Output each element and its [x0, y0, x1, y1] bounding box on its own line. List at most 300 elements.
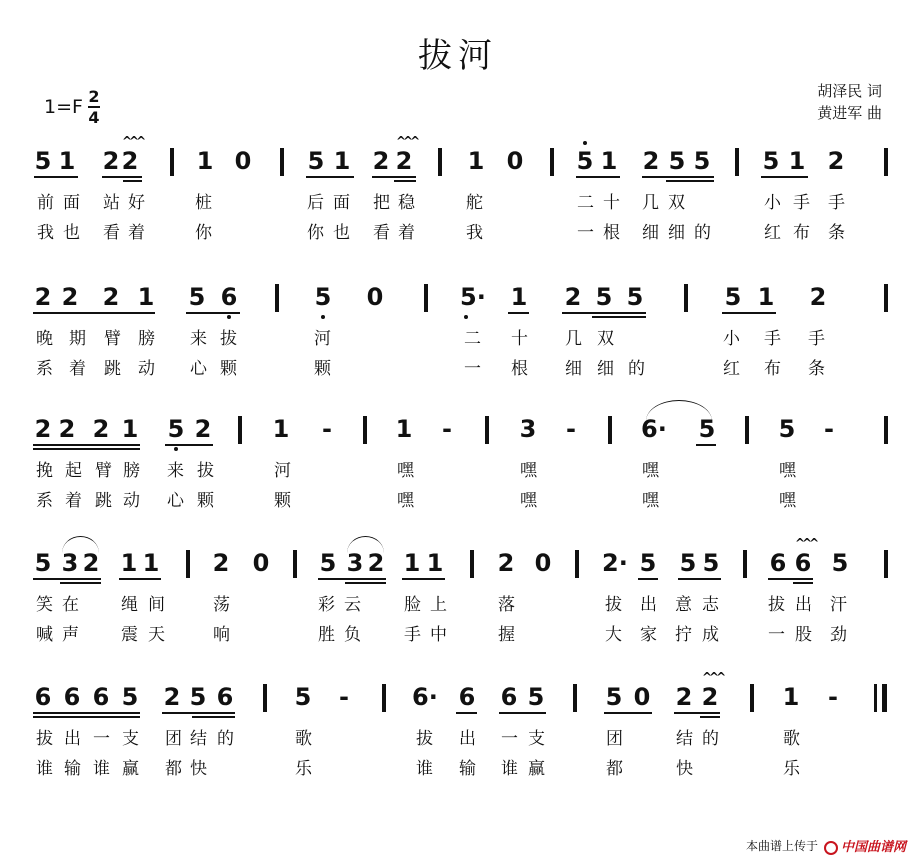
lyric-char: 看: [373, 223, 390, 243]
note: 6: [220, 283, 238, 311]
note: 5: [527, 683, 545, 711]
lyric-char: 输: [64, 759, 81, 779]
note: 1: [757, 283, 775, 311]
trill-mark: ^^^: [702, 670, 724, 684]
lyric-char: 劲: [830, 625, 847, 645]
bar-line: [382, 684, 386, 712]
lyric-char: 的: [217, 729, 234, 749]
underline-beam: [119, 578, 161, 580]
note: 1: [120, 549, 138, 577]
lyric-char: 手: [793, 193, 810, 213]
lyric-char: 拔: [220, 329, 237, 349]
lyric-char: 我: [37, 223, 54, 243]
bar-line: [470, 550, 474, 578]
lyric-char: 桩: [195, 193, 212, 213]
lyric-char: 都: [165, 759, 182, 779]
note: 1: [58, 147, 76, 175]
note: 2: [92, 415, 110, 443]
lyric-char: 根: [603, 223, 620, 243]
note: 6·: [412, 683, 438, 711]
lyric-char: 天: [148, 625, 165, 645]
lyric-char: 支: [122, 729, 139, 749]
underline-beam: [102, 176, 142, 178]
lyric-char: 也: [63, 223, 80, 243]
lyric-char: 嘿: [779, 461, 796, 481]
lyric-char: 臂: [104, 329, 121, 349]
bar-line: [745, 416, 749, 444]
lyric-char: 谁: [36, 759, 53, 779]
lyric-char: 前: [37, 193, 54, 213]
lyric-char: 条: [828, 223, 845, 243]
note: 2: [61, 283, 79, 311]
bar-line: [573, 684, 577, 712]
bar-line: [750, 684, 754, 712]
underline-beam: [604, 712, 652, 714]
note: 2: [121, 147, 139, 175]
lyricist-credit: 胡泽民 词: [817, 82, 882, 100]
lyric-char: 一: [577, 223, 594, 243]
time-denominator: 4: [88, 108, 100, 127]
note: 1: [272, 415, 290, 443]
note: 2: [194, 415, 212, 443]
note: 6: [34, 683, 52, 711]
lyric-char: 细: [565, 359, 582, 379]
lyric-char: 双: [597, 329, 614, 349]
lyric-char: 着: [398, 223, 415, 243]
note: 1: [426, 549, 444, 577]
underline-beam: [162, 712, 235, 714]
lyric-char: 股: [795, 625, 812, 645]
note: 5: [626, 283, 644, 311]
underline-beam: [372, 176, 416, 178]
lyric-char: 团: [165, 729, 182, 749]
lyric-char: 志: [702, 595, 719, 615]
octave-dot-below: [464, 315, 468, 319]
bar-line: [238, 416, 242, 444]
bar-line: [884, 416, 888, 444]
lyric-char: 结: [676, 729, 693, 749]
note: 5: [724, 283, 742, 311]
lyric-char: 拔: [197, 461, 214, 481]
bar-line: [743, 550, 747, 578]
lyric-char: 二: [577, 193, 594, 213]
lyric-char: 挽: [36, 461, 53, 481]
lyric-char: 喊: [36, 625, 53, 645]
extension-dash: -: [828, 683, 838, 711]
underline-beam: [508, 312, 529, 314]
composer-credit: 黄进军 曲: [817, 104, 882, 122]
lyric-char: 细: [668, 223, 685, 243]
lyric-char: 震: [121, 625, 138, 645]
underline-beam: [456, 712, 477, 714]
underline-beam: [592, 316, 646, 318]
lyric-char: 谁: [501, 759, 518, 779]
lyric-char: 大: [605, 625, 622, 645]
lyric-char: 间: [148, 595, 165, 615]
lyric-char: 小: [723, 329, 740, 349]
note: 5: [668, 147, 686, 175]
lyric-char: 颗: [274, 491, 291, 511]
note: 2: [564, 283, 582, 311]
bar-line: [575, 550, 579, 578]
underline-beam: [394, 180, 416, 182]
lyric-char: 嘿: [779, 491, 796, 511]
note: 2: [395, 147, 413, 175]
lyric-char: 面: [63, 193, 80, 213]
lyric-char: 河: [274, 461, 291, 481]
underline-beam: [562, 312, 646, 314]
lyric-char: 面: [333, 193, 350, 213]
lyric-char: 晚: [36, 329, 53, 349]
extension-dash: -: [442, 415, 452, 443]
note: 2: [102, 283, 120, 311]
lyric-char: 十: [603, 193, 620, 213]
lyric-char: 心: [167, 491, 184, 511]
note: 2: [497, 549, 515, 577]
note: 1: [403, 549, 421, 577]
lyric-char: 谁: [93, 759, 110, 779]
lyric-char: 在: [62, 595, 79, 615]
note: 5: [639, 549, 657, 577]
note: 1: [510, 283, 528, 311]
lyric-char: 手: [808, 329, 825, 349]
lyric-char: 都: [606, 759, 623, 779]
lyric-char: 结: [190, 729, 207, 749]
lyric-char: 乐: [295, 759, 312, 779]
underline-beam: [696, 444, 716, 446]
underline-beam: [60, 582, 101, 584]
extension-dash: -: [824, 415, 834, 443]
bar-line: [884, 284, 888, 312]
lyric-char: 一: [464, 359, 481, 379]
notes-line: [0, 134, 916, 182]
lyric-char: 几: [565, 329, 582, 349]
trill-mark: ^^^: [795, 536, 817, 550]
lyric-char: 几: [642, 193, 659, 213]
bar-line: [684, 284, 688, 312]
lyric-char: 着: [69, 359, 86, 379]
logo-mark-icon: [824, 841, 838, 855]
final-bar-line: [882, 684, 887, 712]
bar-line: [363, 416, 367, 444]
lyric-char: 出: [459, 729, 476, 749]
trill-mark: ^^^: [396, 134, 418, 148]
underline-beam: [33, 448, 140, 450]
lyric-char: 嘿: [642, 491, 659, 511]
lyric-char: 后: [307, 193, 324, 213]
lyric-char: 舵: [466, 193, 483, 213]
lyric-char: 拧: [675, 625, 692, 645]
note: 1: [333, 147, 351, 175]
lyric-char: 荡: [213, 595, 230, 615]
note: 2: [34, 415, 52, 443]
underline-beam: [768, 578, 813, 580]
underline-beam: [345, 582, 386, 584]
note: 1: [395, 415, 413, 443]
lyric-char: 嘿: [397, 491, 414, 511]
lyric-char: 出: [640, 595, 657, 615]
lyric-char: 稳: [398, 193, 415, 213]
lyric-char: 动: [138, 359, 155, 379]
lyric-char: 膀: [123, 461, 140, 481]
note: 2: [163, 683, 181, 711]
note: 0: [234, 147, 252, 175]
lyric-char: 快: [190, 759, 207, 779]
note: 0: [506, 147, 524, 175]
note: 5: [831, 549, 849, 577]
note: 5: [34, 549, 52, 577]
lyric-char: 拔: [416, 729, 433, 749]
note: 5: [679, 549, 697, 577]
lyric-char: 跳: [104, 359, 121, 379]
note: 2: [372, 147, 390, 175]
note: 6: [794, 549, 812, 577]
bar-line: [424, 284, 428, 312]
footer-text: 本曲谱上传于: [745, 839, 818, 853]
underline-beam: [34, 176, 78, 178]
lyric-char: 手: [828, 193, 845, 213]
bar-line: [550, 148, 554, 176]
note: 2: [675, 683, 693, 711]
lyric-char: 谁: [416, 759, 433, 779]
lyric-char: 握: [498, 625, 515, 645]
octave-dot-below: [227, 315, 231, 319]
octave-dot-below: [321, 315, 325, 319]
underline-beam: [674, 712, 720, 714]
note: 6: [769, 549, 787, 577]
note: 6: [458, 683, 476, 711]
lyric-char: 也: [333, 223, 350, 243]
underline-beam: [33, 578, 101, 580]
lyric-char: 家: [640, 625, 657, 645]
lyric-char: 响: [213, 625, 230, 645]
bar-line: [608, 416, 612, 444]
lyric-char: 布: [764, 359, 781, 379]
lyric-char: 脸: [404, 595, 421, 615]
lyric-char: 动: [123, 491, 140, 511]
underline-beam: [666, 180, 714, 182]
note: 1: [600, 147, 618, 175]
note: 1: [467, 147, 485, 175]
lyric-char: 出: [795, 595, 812, 615]
note: 5: [605, 683, 623, 711]
octave-dot-above: [583, 141, 587, 145]
underline-beam: [793, 582, 813, 584]
lyric-char: 拔: [36, 729, 53, 749]
notes-line: [0, 410, 916, 450]
lyric-char: 嘿: [397, 461, 414, 481]
note: 5: [121, 683, 139, 711]
notes-line: [0, 278, 916, 318]
note: 1: [121, 415, 139, 443]
note: 1: [137, 283, 155, 311]
lyric-char: 膀: [138, 329, 155, 349]
note: 0: [252, 549, 270, 577]
lyric-char: 乐: [783, 759, 800, 779]
lyric-char: 嘿: [520, 461, 537, 481]
lyric-char: 的: [628, 359, 645, 379]
note: 5: [778, 415, 796, 443]
note: 5: [307, 147, 325, 175]
note: 2: [701, 683, 719, 711]
note: 5: [693, 147, 711, 175]
underline-beam: [499, 712, 546, 714]
note: 1: [196, 147, 214, 175]
underline-beam: [678, 578, 721, 580]
note: 2: [827, 147, 845, 175]
note: 5: [576, 147, 594, 175]
lyric-char: 细: [642, 223, 659, 243]
bar-line: [438, 148, 442, 176]
lyric-char: 根: [511, 359, 528, 379]
lyric-char: 落: [498, 595, 515, 615]
lyric-char: 输: [459, 759, 476, 779]
underline-beam: [318, 578, 386, 580]
underline-beam: [642, 176, 714, 178]
note: 5: [595, 283, 613, 311]
underline-beam: [33, 716, 140, 718]
lyric-char: 好: [128, 193, 145, 213]
lyric-char: 嘿: [520, 491, 537, 511]
bar-line: [280, 148, 284, 176]
bar-line: [170, 148, 174, 176]
lyric-char: 你: [195, 223, 212, 243]
key-label: 1=F: [44, 96, 83, 118]
lyric-char: 歌: [295, 729, 312, 749]
lyric-char: 把: [373, 193, 390, 213]
lyric-char: 你: [307, 223, 324, 243]
note: 5·: [460, 283, 486, 311]
underline-beam: [576, 176, 620, 178]
lyric-char: 拔: [605, 595, 622, 615]
time-numerator: 2: [88, 87, 100, 106]
note: 5: [762, 147, 780, 175]
lyric-char: 红: [723, 359, 740, 379]
key-signature: [44, 88, 100, 126]
lyric-char: 来: [167, 461, 184, 481]
note: 2: [212, 549, 230, 577]
lyric-char: 的: [694, 223, 711, 243]
bar-line: [186, 550, 190, 578]
note: 5: [294, 683, 312, 711]
lyric-char: 布: [793, 223, 810, 243]
lyric-char: 着: [65, 491, 82, 511]
underline-beam: [123, 180, 142, 182]
slur: [62, 536, 99, 553]
bar-line: [485, 416, 489, 444]
lyric-char: 颗: [197, 491, 214, 511]
note: 5: [34, 147, 52, 175]
lyric-char: 双: [668, 193, 685, 213]
extension-dash: -: [322, 415, 332, 443]
note: 0: [534, 549, 552, 577]
trill-mark: ^^^: [122, 134, 144, 148]
note: 6: [63, 683, 81, 711]
note: 0: [366, 283, 384, 311]
underline-beam: [402, 578, 445, 580]
note: 5: [698, 415, 716, 443]
lyric-char: 赢: [528, 759, 545, 779]
lyric-char: 彩: [318, 595, 335, 615]
lyric-char: 颗: [314, 359, 331, 379]
song-title: 拔河: [418, 36, 498, 76]
lyric-char: 期: [69, 329, 86, 349]
lyric-char: 成: [702, 625, 719, 645]
underline-beam: [33, 312, 155, 314]
lyric-char: 出: [64, 729, 81, 749]
underline-beam: [306, 176, 354, 178]
lyric-char: 一: [768, 625, 785, 645]
bar-line: [884, 148, 888, 176]
bar-line: [293, 550, 297, 578]
note: 6: [500, 683, 518, 711]
note: 2: [34, 283, 52, 311]
lyric-char: 绳: [121, 595, 138, 615]
note: 5: [702, 549, 720, 577]
lyric-char: 上: [430, 595, 447, 615]
bar-line: [263, 684, 267, 712]
lyric-char: 看: [103, 223, 120, 243]
lyric-char: 笑: [36, 595, 53, 615]
lyric-char: 着: [128, 223, 145, 243]
lyric-char: 系: [36, 359, 53, 379]
slur: [347, 536, 384, 553]
lyric-char: 云: [344, 595, 361, 615]
lyric-char: 的: [702, 729, 719, 749]
lyric-char: 一: [93, 729, 110, 749]
lyric-char: 歌: [783, 729, 800, 749]
note: 2: [58, 415, 76, 443]
underline-beam: [638, 578, 658, 580]
note: 5: [167, 415, 185, 443]
lyric-char: 红: [764, 223, 781, 243]
note: 3: [519, 415, 537, 443]
underline-beam: [722, 312, 776, 314]
lyric-char: 意: [675, 595, 692, 615]
extension-dash: -: [566, 415, 576, 443]
lyric-char: 负: [344, 625, 361, 645]
lyric-char: 条: [808, 359, 825, 379]
lyric-char: 跳: [95, 491, 112, 511]
underline-beam: [186, 312, 240, 314]
slur: [646, 400, 712, 421]
underline-beam: [192, 716, 235, 718]
lyric-char: 河: [314, 329, 331, 349]
underline-beam: [165, 444, 213, 446]
note: 0: [633, 683, 651, 711]
note: 5: [188, 283, 206, 311]
extension-dash: -: [339, 683, 349, 711]
lyric-char: 快: [676, 759, 693, 779]
note: 2: [367, 549, 385, 577]
note: 2: [809, 283, 827, 311]
lyric-char: 臂: [95, 461, 112, 481]
lyric-char: 细: [597, 359, 614, 379]
note: 6: [92, 683, 110, 711]
note: 3: [61, 549, 79, 577]
lyric-char: 胜: [318, 625, 335, 645]
lyric-char: 颗: [220, 359, 237, 379]
bar-line: [275, 284, 279, 312]
notes-line: [0, 670, 916, 718]
lyric-char: 汗: [830, 595, 847, 615]
note: 1: [142, 549, 160, 577]
lyric-char: 拔: [768, 595, 785, 615]
lyric-char: 手: [404, 625, 421, 645]
note: 1: [782, 683, 800, 711]
lyric-char: 手: [764, 329, 781, 349]
footer: [746, 836, 906, 855]
